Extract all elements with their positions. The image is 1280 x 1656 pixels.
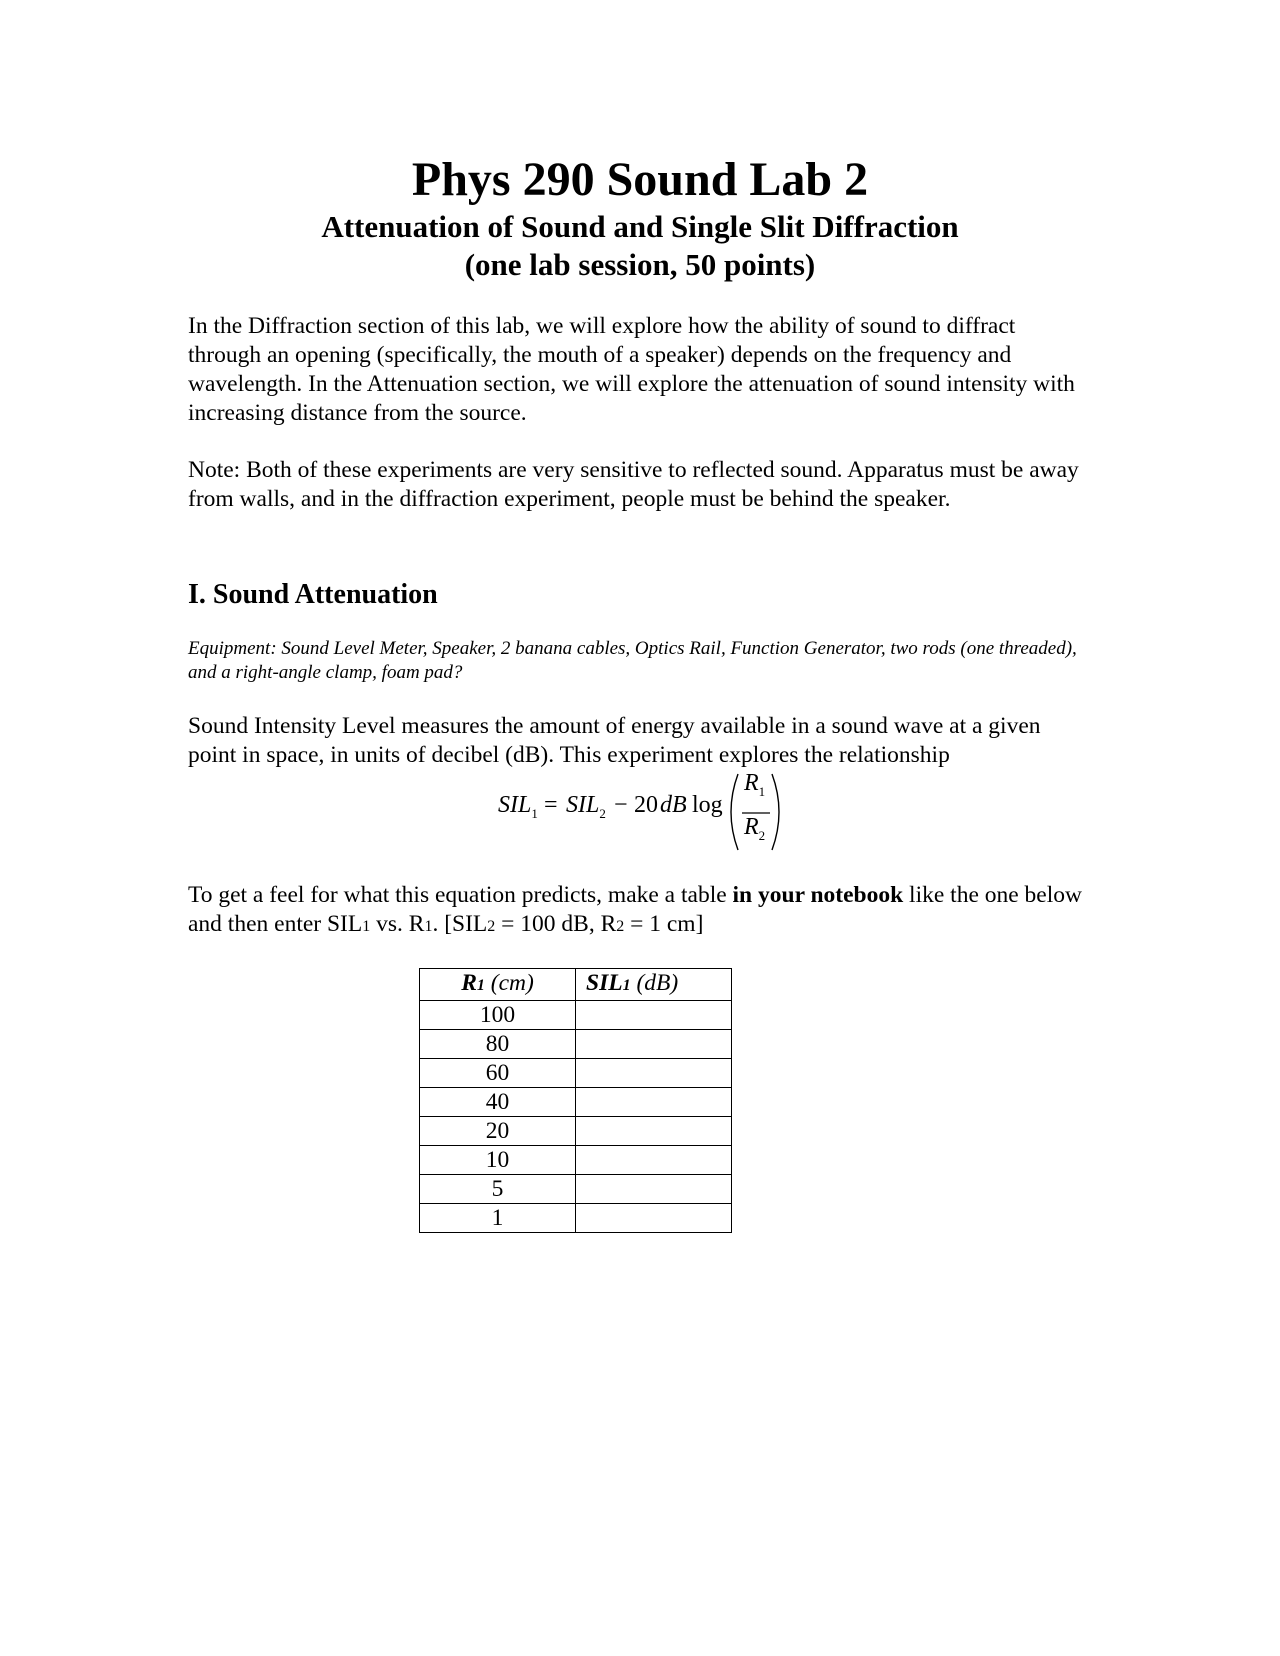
eq-rhs-text: SIL [566, 792, 600, 818]
eq-denominator [744, 814, 765, 844]
table-header-row [420, 969, 732, 1001]
instr-part-b: like the one below and then enter SIL [188, 882, 1082, 937]
col1-text: R [461, 970, 477, 996]
intro-paragraph: In the Diffraction section of this lab, we will explore how the ability of sound to diffract through an opening (specifically, the mouth of a speaker) depends on the frequency and wavelength. In the Attenuation section, we will explore the attenuation of sound intensity with increasing distance from the source. [188, 313, 1075, 426]
eq-rhs-sub: 2 [599, 805, 606, 821]
col1-sub: 1 [476, 977, 485, 994]
eq-log: log [692, 792, 723, 818]
eq-lhs-sub: 1 [531, 805, 538, 821]
section-heading: I. Sound Attenuation [188, 579, 438, 610]
equipment-list: Equipment: Sound Level Meter, Speaker, 2 banana cables, Optics Rail, Function Generator, two rods (one threaded), and a right-angle clamp, foam pad? [188, 638, 1077, 683]
table-row [420, 1204, 732, 1233]
sil1-cell [576, 1146, 732, 1175]
note-paragraph: Note: Both of these experiments are very sensitive to reflected sound. Apparatus must be away from walls, and in the diffraction experiment, people must be behind the speaker. [188, 457, 1079, 512]
table-row [420, 1059, 732, 1088]
page-subtitle: Attenuation of Sound and Single Slit Diffraction [321, 209, 959, 244]
instr-sub: 2 [487, 918, 496, 935]
col2-text: SIL [586, 970, 623, 996]
session-info: (one lab session, 50 points) [464, 247, 816, 282]
instr-sub: 1 [424, 918, 433, 935]
eq-num-sub: 1 [758, 783, 766, 799]
table-row [420, 1146, 732, 1175]
r1-cell: 10 [420, 1146, 576, 1175]
page-title: Phys 290 Sound Lab 2 [411, 153, 869, 206]
sil1-cell [576, 1030, 732, 1059]
table-row [420, 1117, 732, 1146]
sil1-cell [576, 1088, 732, 1117]
eq-coef: 20 [634, 792, 658, 818]
r1-cell: 5 [420, 1175, 576, 1204]
instr-bracket-c: = 1 cm] [624, 911, 704, 937]
r1-cell: 40 [420, 1088, 576, 1117]
eq-numerator [744, 770, 765, 800]
left-paren [731, 774, 738, 850]
eq-rhs [566, 792, 606, 822]
table-row [420, 1088, 732, 1117]
table-row [420, 1030, 732, 1059]
instr-bracket-b: = 100 dB, R [495, 911, 617, 937]
sil-paragraph: Sound Intensity Level measures the amount of energy available in a sound wave at a given point in space, in units of decibel (dB). This experiment explores the relationship [188, 713, 1041, 768]
sil1-cell [576, 1001, 732, 1030]
eq-num-text: R [744, 770, 759, 796]
instr-sub: 2 [616, 918, 625, 935]
sil1-cell [576, 1175, 732, 1204]
table-row [420, 1175, 732, 1204]
eq-unit: dB [660, 792, 687, 818]
sil1-cell [576, 1204, 732, 1233]
right-paren [772, 774, 779, 850]
eq-den-sub: 2 [758, 827, 766, 843]
instr-bold: in your notebook [732, 882, 904, 908]
r1-cell: 1 [420, 1204, 576, 1233]
eq-den-text: R [744, 814, 759, 840]
table-row [420, 1001, 732, 1030]
col2-unit: (dB) [630, 970, 679, 996]
eq-lhs [498, 792, 538, 822]
sil-table [419, 968, 732, 1233]
sil1-cell [576, 1059, 732, 1088]
col2-sub: 1 [622, 977, 631, 994]
eq-minus: − [614, 792, 628, 818]
eq-lhs-text: SIL [498, 792, 532, 818]
instr-sub: 1 [362, 918, 371, 935]
r1-cell: 20 [420, 1117, 576, 1146]
instr-part-a: To get a feel for what this equation predicts, make a table [188, 882, 727, 908]
sil1-cell [576, 1117, 732, 1146]
eq-equals: = [544, 792, 558, 818]
r1-cell: 100 [420, 1001, 576, 1030]
instr-bracket-a: . [SIL [432, 911, 488, 937]
col-sil1-header [576, 969, 732, 1001]
r1-cell: 60 [420, 1059, 576, 1088]
col-r1-header [420, 969, 576, 1001]
instr-vs: vs. R [370, 911, 425, 937]
table-instructions [188, 881, 1093, 941]
col1-unit: (cm) [484, 970, 534, 996]
r1-cell: 80 [420, 1030, 576, 1059]
